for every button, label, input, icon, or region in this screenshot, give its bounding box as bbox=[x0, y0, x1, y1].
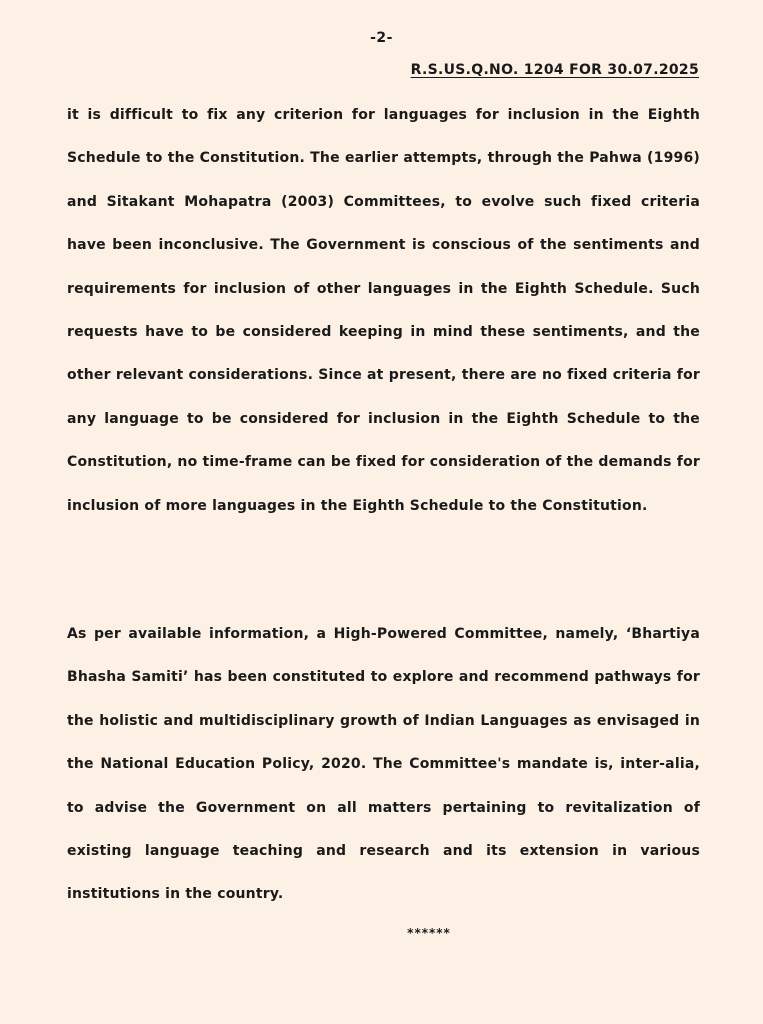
end-marker: ****** bbox=[407, 926, 451, 940]
question-reference: R.S.US.Q.NO. 1204 FOR 30.07.2025 bbox=[410, 62, 699, 78]
body-paragraph-1: it is difficult to fix any criterion for languages for inclusion in the Eighth Schedule to the Constitution. The earlier attempts, through the Pahwa (1996) and Sitakant Mohapatra (2003) Committees, to evolve such fixed criteria have been inconclusive. The Government is conscious of the sentiments and requirements for inclusion of other languages in the Eighth Schedule. Such requests have to be considered keeping in mind these sentiments, and the other relevant considerations. Since at present, there are no fixed criteria for any language to be considered for inclusion in the Eighth Schedule to the Constitution, no time-frame can be fixed for consideration of the demands for inclusion of more languages in the Eighth Schedule to the Constitution. bbox=[67, 107, 700, 514]
page-number: -2- bbox=[370, 30, 393, 46]
body-paragraph-2: As per available information, a High-Powered Committee, namely, ‘Bhartiya Bhasha Samiti’ has been constituted to explore and recommend pathways for the holistic and multidisciplinary growth of Indian Languages as envisaged in the National Education Policy, 2020. The Committee's mandate is, inter-alia, to advise the Government on all matters pertaining to revitalization of existing language teaching and research and its extension in various institutions in the country. bbox=[67, 626, 700, 903]
